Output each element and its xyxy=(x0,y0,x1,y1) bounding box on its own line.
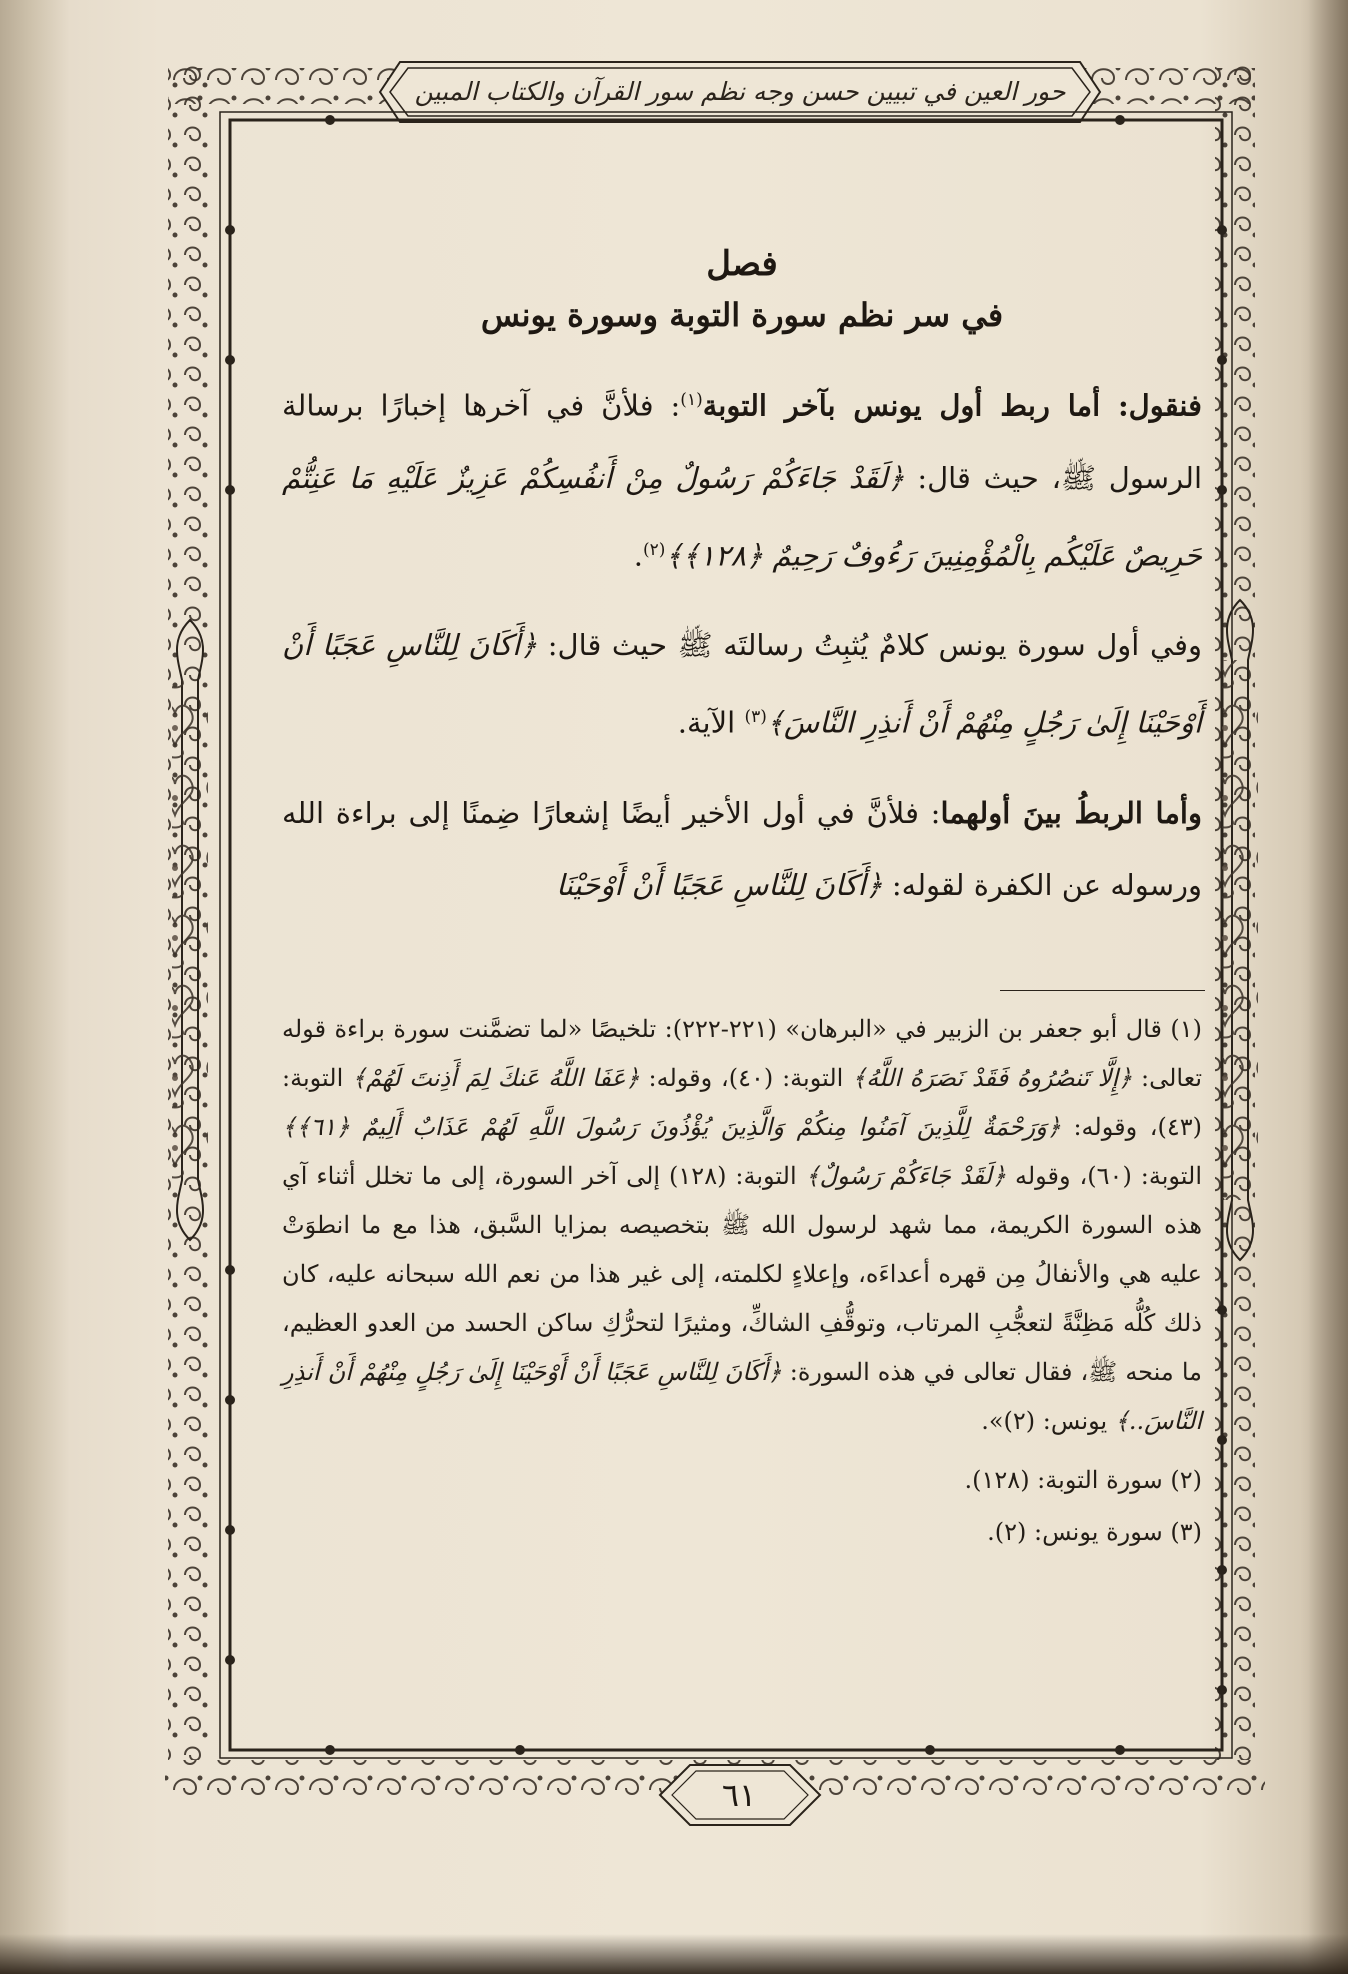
paragraph-3-lead: وأما الربطُ بينَ أولهما xyxy=(940,795,1202,830)
paragraph-1 xyxy=(282,364,1202,591)
footnote-1-part: يونس: (٢)». xyxy=(981,1407,1115,1435)
section-subtitle: في سر نظم سورة التوبة وسورة يونس xyxy=(480,296,1004,334)
footnote-1-part: التوبة: (٤٠)، وقوله: xyxy=(639,1064,853,1092)
paragraph-2-text: وفي أول سورة يونس كلامٌ يُثبِتُ رسالتَه ﷺ حيث قال: xyxy=(537,628,1202,663)
footnotes xyxy=(282,1005,1202,1557)
paragraph-1-end: . xyxy=(633,538,643,573)
page-number: ٦١ xyxy=(721,1776,757,1814)
footnote-separator xyxy=(1000,990,1205,991)
footnote-1-quote: ﴿عَفَا اللَّهُ عَنكَ لِمَ أَذِنتَ لَهُمْ﴾ xyxy=(352,1064,640,1092)
quran-quote-2: ﴿أَكَانَ لِلنَّاسِ عَجَبًا أَنْ أَوْحَيْنَا إِلَىٰ رَجُلٍ مِنْهُمْ أَنْ أَنذِرِ النَّاسَ﴾ xyxy=(282,628,1202,740)
footnote-1-part: التوبة: (٤٣)، وقوله: xyxy=(282,1064,1202,1141)
section-label: فصل xyxy=(706,244,778,284)
footnote-ref-3: (٣) xyxy=(744,707,767,728)
paragraph-1-text: : فلأنَّ في آخرها إخبارًا برسالة الرسول ﷺ، حيث قال: xyxy=(282,388,1203,495)
running-header: حور العين في تبيين حسن وجه نظم سور القرآن والكتاب المبين xyxy=(414,77,1066,106)
footnote-1 xyxy=(282,1005,1202,1446)
footnote-2: (٢) سورة التوبة: (١٢٨). xyxy=(964,1466,1202,1494)
paragraph-2 xyxy=(282,609,1202,759)
footnote-ref-1: (١) xyxy=(680,390,703,410)
quran-quote-1: ﴿لَقَدْ جَاءَكُمْ رَسُولٌ مِنْ أَنفُسِكُمْ عَزِيزٌ عَلَيْهِ مَا عَنِتُّمْ حَرِيصٌ عَلَيْكُم بِالْمُؤْمِنِينَ رَءُوفٌ رَحِيمٌ ﴿١٢٨﴾﴾ xyxy=(282,460,1202,573)
paragraph-3 xyxy=(282,777,1202,921)
footnote-1-quote: ﴿أَكَانَ لِلنَّاسِ عَجَبًا أَنْ أَوْحَيْنَا إِلَىٰ رَجُلٍ مِنْهُمْ أَنْ أَنذِرِ النَّاسَ..﴾ xyxy=(282,1358,1202,1435)
footnote-1-quote: ﴿إِلَّا تَنصُرُوهُ فَقَدْ نَصَرَهُ اللَّهُ﴾ xyxy=(852,1064,1133,1092)
footnote-1-part: التوبة: (١٢٨) إلى آخر السورة، إلى ما تخلل أثناء آي هذه السورة الكريمة، مما شهد لرسول الله ﷺ بتخصيصه بمزايا السَّبق، هذا مع ما انطوَتْ عليه هي والأنفالُ مِن قهره أعداءَه، وإعلاءٍ لكلمته، إلى غير هذا من نعم الله سبحانه عليه، كان ذلك كُلُّه مَظِنَّةً لتعجُّبِ المرتاب، وتوقُّفِ الشاكِّ، ومثيرًا لتحرُّكِ ساكن الحسد من العدو العظيم، ما منحه ﷺ، فقال تعالى في هذه السورة: xyxy=(282,1162,1202,1386)
paragraph-1-lead: فنقول: أما ربط أول يونس بآخر التوبة xyxy=(702,388,1202,423)
footnote-1-part: (١) قال أبو جعفر بن الزبير في «البرهان» (٢٢١-٢٢٢): تلخيصًا «لما تضمَّنت سورة براءة قوله تعالى: xyxy=(282,1015,1202,1092)
footnote-1-part: التوبة: (٦٠)، وقوله xyxy=(1006,1162,1202,1190)
quran-quote-3: ﴿أَكَانَ لِلنَّاسِ عَجَبًا أَنْ أَوْحَيْنَا xyxy=(556,867,883,902)
photo-bottom-shadow xyxy=(0,1934,1348,1974)
paragraph-3-text: : فلأنَّ في أول الأخير أيضًا إشعارًا ضِمنًا إلى براءة الله ورسوله عن الكفرة لقوله: xyxy=(282,795,1202,902)
footnote-ref-2: (٢) xyxy=(642,539,666,560)
footnote-1-quote: ﴿وَرَحْمَةٌ لِلَّذِينَ آمَنُوا مِنكُمْ وَالَّذِينَ يُؤْذُونَ رَسُولَ اللَّهِ لَهُمْ عَذَابٌ أَلِيمٌ ﴿٦١﴾﴾ xyxy=(282,1113,1061,1141)
footnote-1-quote: ﴿لَقَدْ جَاءَكُمْ رَسُولٌ﴾ xyxy=(805,1162,1007,1190)
footnote-3: (٣) سورة يونس: (٢). xyxy=(987,1518,1202,1546)
paragraph-2-end: الآية. xyxy=(677,705,745,740)
main-text xyxy=(282,230,1202,939)
